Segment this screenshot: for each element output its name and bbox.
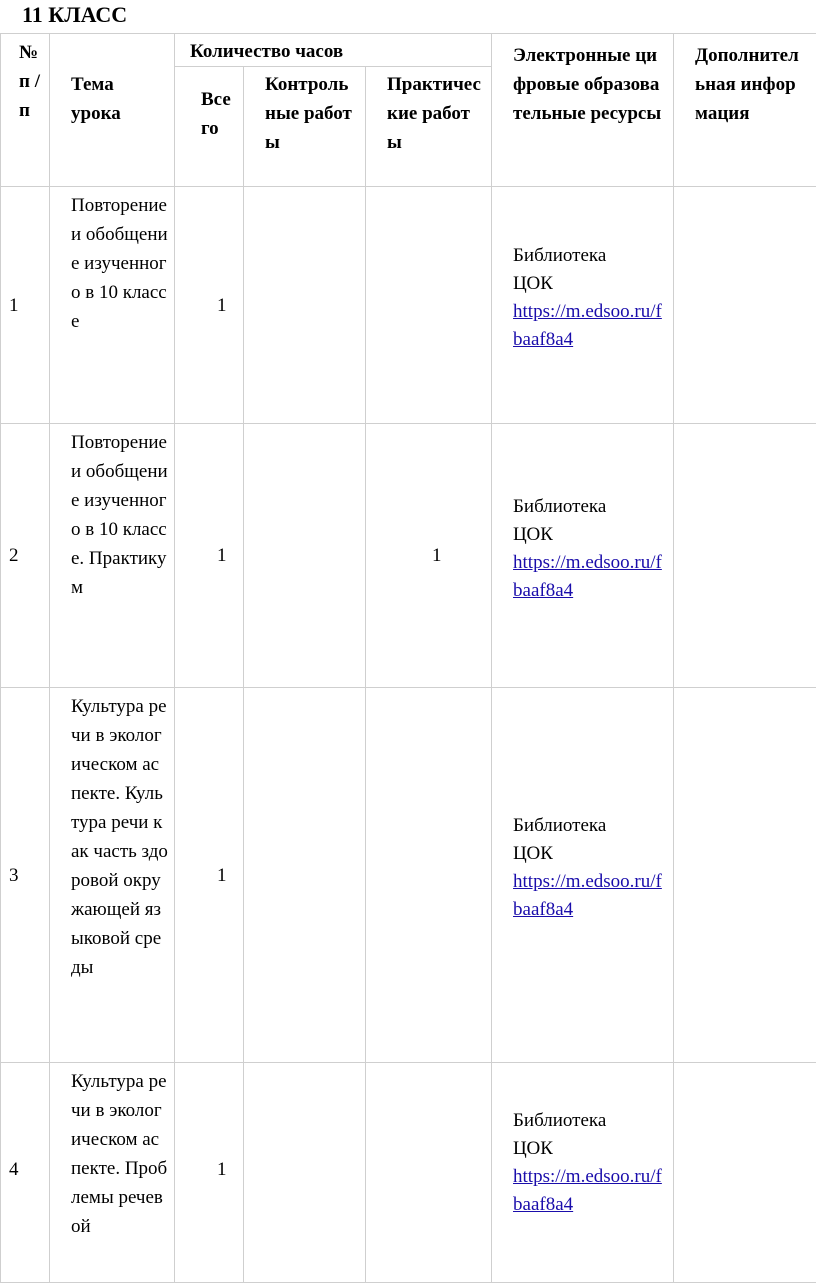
row-control — [244, 187, 366, 424]
header-control-text: Контрольные работы — [265, 74, 352, 153]
header-num-text: № п / п — [19, 42, 40, 121]
header-extra-text: Дополнительная информация — [695, 45, 799, 124]
row-total-text: 1 — [217, 865, 227, 886]
row-resource — [492, 187, 674, 424]
lessons-table — [0, 33, 816, 1283]
row-control — [244, 424, 366, 688]
resource-label: Библиотека ЦОК — [513, 1107, 633, 1163]
row-topic-text: Культура речи в экологическом аспекте. Проблемы речевой — [71, 1071, 167, 1237]
row-control — [244, 688, 366, 1063]
row-total-text: 1 — [217, 1159, 227, 1180]
row-extra — [674, 424, 816, 688]
row-num-text: 1 — [9, 295, 19, 316]
table-row — [1, 187, 816, 424]
table-row — [1, 424, 816, 688]
header-practical — [366, 67, 492, 187]
row-total — [175, 688, 244, 1063]
row-total-text: 1 — [217, 545, 227, 566]
row-practical-text: 1 — [432, 545, 442, 566]
row-resource — [492, 688, 674, 1063]
resource-label: Библиотека ЦОК — [513, 812, 633, 868]
row-num-text: 4 — [9, 1159, 19, 1180]
row-num-text: 2 — [9, 545, 19, 566]
header-total — [175, 67, 244, 187]
header-hours-group — [175, 34, 492, 67]
header-practical-text: Практические работы — [387, 74, 481, 153]
row-topic — [50, 1063, 175, 1283]
row-topic-text: Повторение и обобщение изученного в 10 классе. Практикум — [71, 432, 168, 598]
row-topic-text: Повторение и обобщение изученного в 10 классе — [71, 195, 168, 332]
row-total — [175, 424, 244, 688]
row-topic-text: Культура речи в экологическом аспекте. Культура речи как часть здоровой окружающей языковой среды — [71, 696, 168, 978]
header-resources-text: Электронные цифровые образовательные ресурсы — [513, 45, 661, 124]
row-extra — [674, 1063, 816, 1283]
resource-link[interactable]: https://m.edsoo.ru/fbaaf8a4 — [513, 871, 662, 920]
row-extra — [674, 187, 816, 424]
row-topic — [50, 187, 175, 424]
header-hours-group-text: Количество часов — [190, 41, 343, 62]
row-practical — [366, 424, 492, 688]
row-num — [1, 1063, 50, 1283]
row-resource — [492, 1063, 674, 1283]
row-extra — [674, 688, 816, 1063]
row-total-text: 1 — [217, 295, 227, 316]
table-row — [1, 1063, 816, 1283]
resource-label: Библиотека ЦОК — [513, 242, 633, 298]
page-title: 11 КЛАСС — [22, 0, 127, 30]
header-total-text: Всего — [201, 89, 231, 139]
row-practical — [366, 688, 492, 1063]
header-num — [1, 34, 50, 187]
resource-link[interactable]: https://m.edsoo.ru/fbaaf8a4 — [513, 552, 662, 601]
header-topic — [50, 34, 175, 187]
row-topic — [50, 424, 175, 688]
table-row — [1, 688, 816, 1063]
row-resource — [492, 424, 674, 688]
row-total — [175, 1063, 244, 1283]
row-topic — [50, 688, 175, 1063]
header-extra — [674, 34, 816, 187]
row-num — [1, 424, 50, 688]
row-control — [244, 1063, 366, 1283]
row-num — [1, 187, 50, 424]
header-topic-text: Тема урока — [71, 70, 141, 128]
resource-label: Библиотека ЦОК — [513, 493, 633, 549]
row-total — [175, 187, 244, 424]
header-resources — [492, 34, 674, 187]
resource-link[interactable]: https://m.edsoo.ru/fbaaf8a4 — [513, 301, 662, 350]
resource-link[interactable]: https://m.edsoo.ru/fbaaf8a4 — [513, 1166, 662, 1215]
row-practical — [366, 187, 492, 424]
row-num — [1, 688, 50, 1063]
header-control — [244, 67, 366, 187]
row-num-text: 3 — [9, 865, 19, 886]
row-practical — [366, 1063, 492, 1283]
